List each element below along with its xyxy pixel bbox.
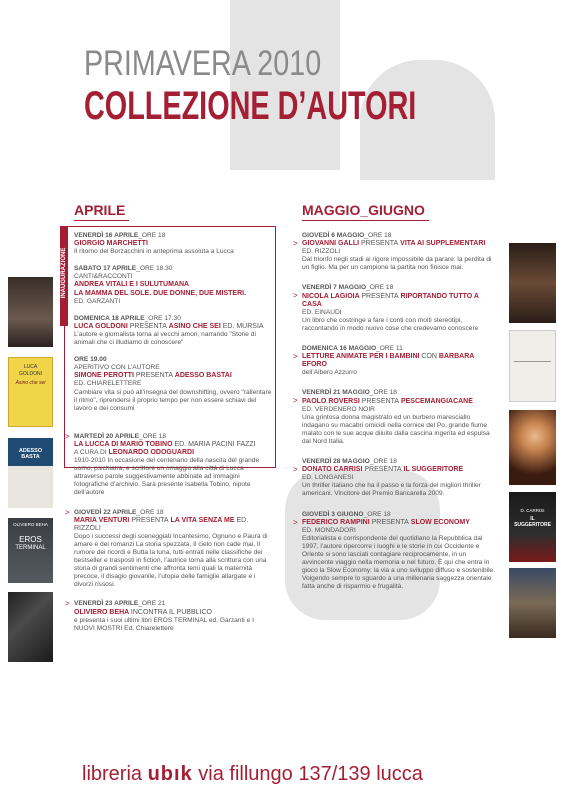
event-date: DOMENICA 16 MAGGIO_ORE 11: [302, 345, 403, 353]
event-desc: Una grintosa donna magistrato ed un burbero maresciallo indagano su macabri omicidi nella cornice del Po, grande fiume malato con le sue acque diluite dalla cascina ingerita ed espulsa dal Nord Italia.: [302, 413, 490, 445]
event-heading: FEDERICO RAMPINI PRESENTA SLOW ECONOMY: [302, 518, 470, 526]
event-heading: LA LUCCA DI MARIO TOBINO ED. MARIA PACINI FAZZI: [74, 440, 256, 448]
event-author: ANDREA VITALI E I SULUTUMANA: [74, 281, 190, 289]
arrow-icon: >: [65, 431, 70, 441]
event-item: [65, 507, 274, 590]
event-date: VENERDÌ 23 APRILE_ORE 21: [74, 600, 166, 608]
event-date: MARTEDÌ 20 APRILE_ORE 18: [74, 432, 167, 440]
event-item: [293, 389, 497, 446]
event-heading: LETTURE ANIMATE PER I BAMBINI CON BARBARA EFORO: [302, 353, 475, 369]
arrow-icon: >: [65, 599, 70, 609]
event-desc: Editorialista e corrispondente del quotidiano la Repubblica dal 1997, l’autore ripercorre i luoghi e le storie in cui Occidente e Oriente si sono lasciati contagiare reciprocamente, in un avvincente viaggio nella memoria e nel futuro. È qui che entra in gioco la Slow Economy: la via a uno sviluppo diffuso e sostenibile. Volgendo sempre lo sguardo a una millenaria saggezza orientale fatta anche di risparmio e frugalità.: [302, 534, 496, 591]
event-publisher: ED. CHIARELETTERE: [74, 380, 142, 388]
april-column: [65, 232, 274, 641]
event-desc: Dopo i successi degli sceneggiati Incantesimo, Ognuno e Paura di amare e dei romanzi La storia spezzata, Il cielo non cade mai, Il rumore dei ricordi e Butta la luna, tutti entrati nelle classifiche dei bestseller e trasposti in fiction, l’autrice torna alla scrittura con una storia di grandi sentimenti che affronta temi quali la maternità precoce, il disagio giovanile, l’utopia delle famiglie allargate e i divorzi rissosi.: [74, 532, 268, 589]
event-date: VENERDÌ 28 MAGGIO_ORE 18: [302, 458, 397, 466]
event-item: [293, 232, 497, 272]
column-title-maggio-giugno: MAGGIO_GIUGNO: [302, 202, 425, 218]
book-cover: [8, 592, 53, 662]
event-heading: GIOVANNI GALLI PRESENTA VITA AI SUPPLEMENTARI: [302, 240, 486, 248]
book-cover-eros-terminal: OLIVIERO BEHA EROS TERMINAL: [8, 518, 53, 583]
event-subtitle: APERITIVO CON L’AUTORE: [74, 364, 160, 372]
event-item: [74, 232, 274, 256]
arrow-icon: >: [293, 517, 298, 527]
event-item: [293, 510, 497, 592]
event-publisher: ED. GARZANTI: [74, 297, 121, 305]
book-cover-adesso-basta: ADESSO BASTA: [8, 438, 53, 508]
event-desc: L’autore e giornalista torna ai vecchi amori, narrando "Storie di animali che ci illudiamo di conoscere": [74, 330, 256, 347]
arrow-icon: >: [293, 239, 298, 248]
event-item: [293, 284, 497, 333]
event-desc: Il ritorno del Borzacchini in anteprima assoluta a Lucca: [74, 248, 234, 256]
event-publisher: ED. VERDENERO NOIR: [302, 405, 375, 413]
inauguration-label: INAUGURAZIONE: [60, 226, 68, 326]
arrow-icon: >: [293, 396, 298, 406]
event-desc: dell’Albero Azzurro: [302, 369, 357, 377]
bookshop-logo: ubık: [147, 763, 193, 785]
arrow-icon: >: [293, 352, 298, 362]
event-desc: Un libro che costringe a fare i conti con molti stereotipi, raccontando in modo nuovo cose che credevamo conoscere: [302, 316, 479, 332]
arrow-icon: >: [293, 465, 298, 475]
event-item: [74, 265, 274, 305]
event-desc: Dal trionfo negli stadi ai rigore impossibile da parare: la perdita di un figlio. Ma per un campione la partita non finisce mai.: [302, 256, 492, 272]
event-item: [293, 458, 497, 498]
event-title: LA MAMMA DEL SOLE. DUE DONNE, DUE MISTERI.: [74, 289, 247, 297]
column-title-april: APRILE: [74, 202, 126, 218]
event-heading: SIMONE PEROTTI PRESENTA ADESSO BASTAI: [74, 372, 232, 380]
event-item: [293, 345, 497, 377]
book-cover: [509, 410, 556, 485]
event-item: [65, 599, 274, 632]
event-publisher: ED. EINAUDI: [302, 308, 342, 316]
event-item: [74, 356, 274, 413]
event-heading: LUCA GOLDONI PRESENTA ASINO CHE SEI ED. MURSIA: [74, 322, 264, 330]
page-title: PRIMAVERA 2010: [84, 44, 322, 83]
event-date: DOMENICA 18 APRILE_ORE 17.30: [74, 314, 181, 322]
book-cover: [509, 243, 556, 323]
event-heading: MARIA VENTURI PRESENTA LA VITA SENZA ME ED. RIZZOLI: [74, 516, 249, 532]
book-cover-goldoni: LUCA GOLDONI Asino che sei: [8, 357, 53, 427]
event-heading: DONATO CARRISI PRESENTA IL SUGGERITORE: [302, 466, 464, 474]
book-cover-il-suggeritore: D. CARRISI IL SUGGERITORE: [509, 492, 556, 562]
event-date: SABATO 17 APRILE_ORE 18.30: [74, 265, 173, 273]
event-author: GIORGIO MARCHETTI: [74, 240, 148, 248]
event-heading: NICOLA LAGIOIA PRESENTA RIPORTANDO TUTTO A CASA: [302, 292, 479, 308]
event-publisher: ED. MONDADORI: [302, 526, 356, 534]
maggio-column: [293, 232, 497, 599]
event-publisher: ED. LONGANESI: [302, 474, 354, 482]
book-cover: [509, 330, 556, 402]
event-publisher: ED. RIZZOLI: [302, 248, 341, 256]
event-date: VENERDÌ 7 MAGGIO_ORE 18: [302, 284, 394, 292]
event-heading: OLIVIERO BEHA INCONTRA IL PUBBLICO: [74, 608, 212, 616]
event-desc: Un thriller italiano che ha il passo e la forza dei migliori thriller americani. Vincitore del Premio Bancarella 2009.: [302, 482, 481, 498]
event-desc: 1910-2010 In occasione del centenario della nascita del grande uomo, psichiatra, e scrittore un omaggio alla città di Lucca attraverso parole suggestivamente abbinate ad immagini fotografiche d’archivio. Sarà presente Isabella Tobino, nipote dell’autore: [74, 457, 260, 497]
event-date: VENERDÌ 16 APRILE_ORE 18: [74, 232, 166, 239]
event-desc: Cambiare vita si può all’insegna del downshifting, ovvero "rallentare il ritmo", riprendersi il proprio tempo per non essere schiavi del lavoro e dei consumi: [74, 388, 272, 412]
event-curator: A CURA DI LEONARDO ODOGUARDI: [74, 448, 195, 456]
event-date: GIOVEDÌ 22 APRILE_ORE 18: [74, 508, 164, 516]
event-desc: e presenta i suoi ultimi libri EROS TERMINAL ed. Garzanti e I NUOVI MOSTRI Ed. Chiarelettere: [74, 616, 254, 632]
arrow-icon: >: [65, 507, 70, 517]
page-subtitle: COLLEZIONE D’AUTORI: [84, 84, 417, 128]
event-time: ORE 19.00: [74, 356, 107, 364]
event-heading: PAOLO ROVERSI PRESENTA PESCEMANGIACANE: [302, 397, 473, 405]
event-date: GIOVEDÌ 3 GIUGNO_ORE 18: [302, 510, 391, 518]
arrow-icon: >: [293, 291, 298, 301]
event-date: GIOVEDÌ 6 MAGGIO_ORE 18: [302, 232, 392, 239]
event-item: [65, 431, 274, 498]
book-cover: [8, 277, 53, 347]
event-subtitle: CANTI&RACCONTI: [74, 273, 133, 281]
event-item: [74, 315, 274, 347]
event-date: VENERDÌ 21 MAGGIO_ORE 18: [302, 389, 397, 397]
book-cover: [509, 568, 556, 638]
footer-address: libreria ubık via fillungo 137/139 lucca: [82, 763, 423, 785]
